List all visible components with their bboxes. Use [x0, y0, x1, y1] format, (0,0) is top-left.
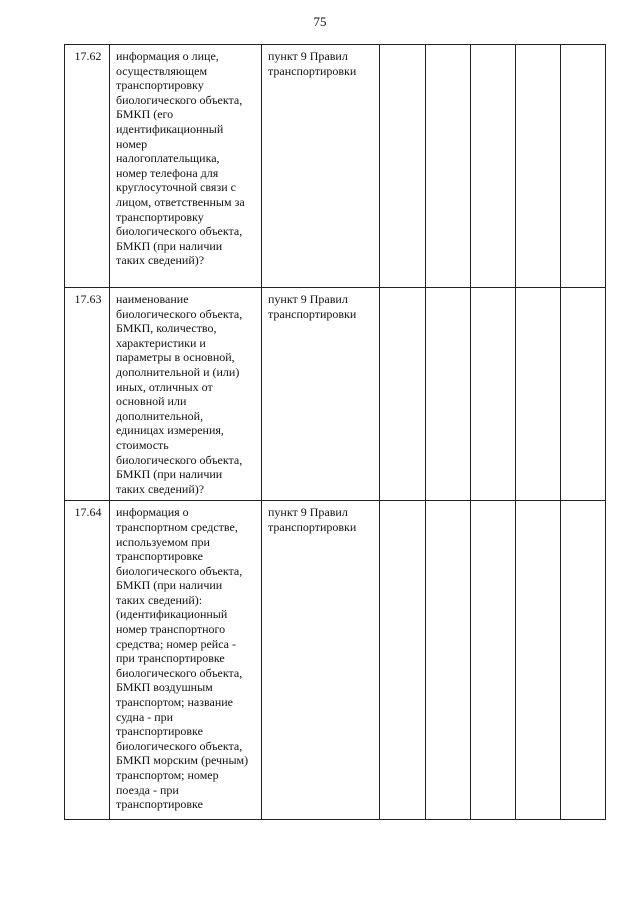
empty-cell — [380, 45, 426, 288]
empty-cell — [471, 501, 516, 820]
empty-cell — [516, 288, 561, 501]
requirement-text: информация о лице, осуществляющем транспортировку биологического объекта, БМКП (его идентификационный номер налогоплательщика, номер телефона для круглосуточной связи с лицом, ответственным за транспортировку биологического объекта, БМКП (при наличии таких сведений)? — [110, 45, 262, 288]
empty-cell — [426, 501, 471, 820]
row-number: 17.62 — [65, 45, 110, 288]
row-number: 17.63 — [65, 288, 110, 501]
empty-cell — [516, 45, 561, 288]
empty-cell — [561, 288, 606, 501]
requirement-text: информация о транспортном средстве, используемом при транспортировке биологического объекта, БМКП (при наличии таких сведений): (идентификационный номер транспортного средства; номер рейса - при транспортировке биологического объекта, БМКП воздушным транспортом; название судна - при транспортировке биологического объекта, БМКП морским (речным) транспортом; номер поезда - при транспортировке — [110, 501, 262, 820]
legal-reference: пункт 9 Правил транспортировки — [262, 45, 380, 288]
empty-cell — [471, 45, 516, 288]
table-row — [65, 45, 606, 288]
empty-cell — [380, 501, 426, 820]
empty-cell — [426, 45, 471, 288]
page-number: 75 — [313, 14, 327, 29]
empty-cell — [471, 288, 516, 501]
table-row — [65, 501, 606, 820]
empty-cell — [380, 288, 426, 501]
empty-cell — [516, 501, 561, 820]
requirement-text: наименование биологического объекта, БМКП, количество, характеристики и параметры в основной, дополнительной и (или) иных, отличных от основной или дополнительной, единицах измерения, стоимость биологического объекта, БМКП (при наличии таких сведений)? — [110, 288, 262, 501]
table-row — [65, 288, 606, 501]
row-number: 17.64 — [65, 501, 110, 820]
empty-cell — [561, 501, 606, 820]
legal-reference: пункт 9 Правил транспортировки — [262, 501, 380, 820]
empty-cell — [426, 288, 471, 501]
checklist-table — [64, 44, 606, 820]
legal-reference: пункт 9 Правил транспортировки — [262, 288, 380, 501]
empty-cell — [561, 45, 606, 288]
